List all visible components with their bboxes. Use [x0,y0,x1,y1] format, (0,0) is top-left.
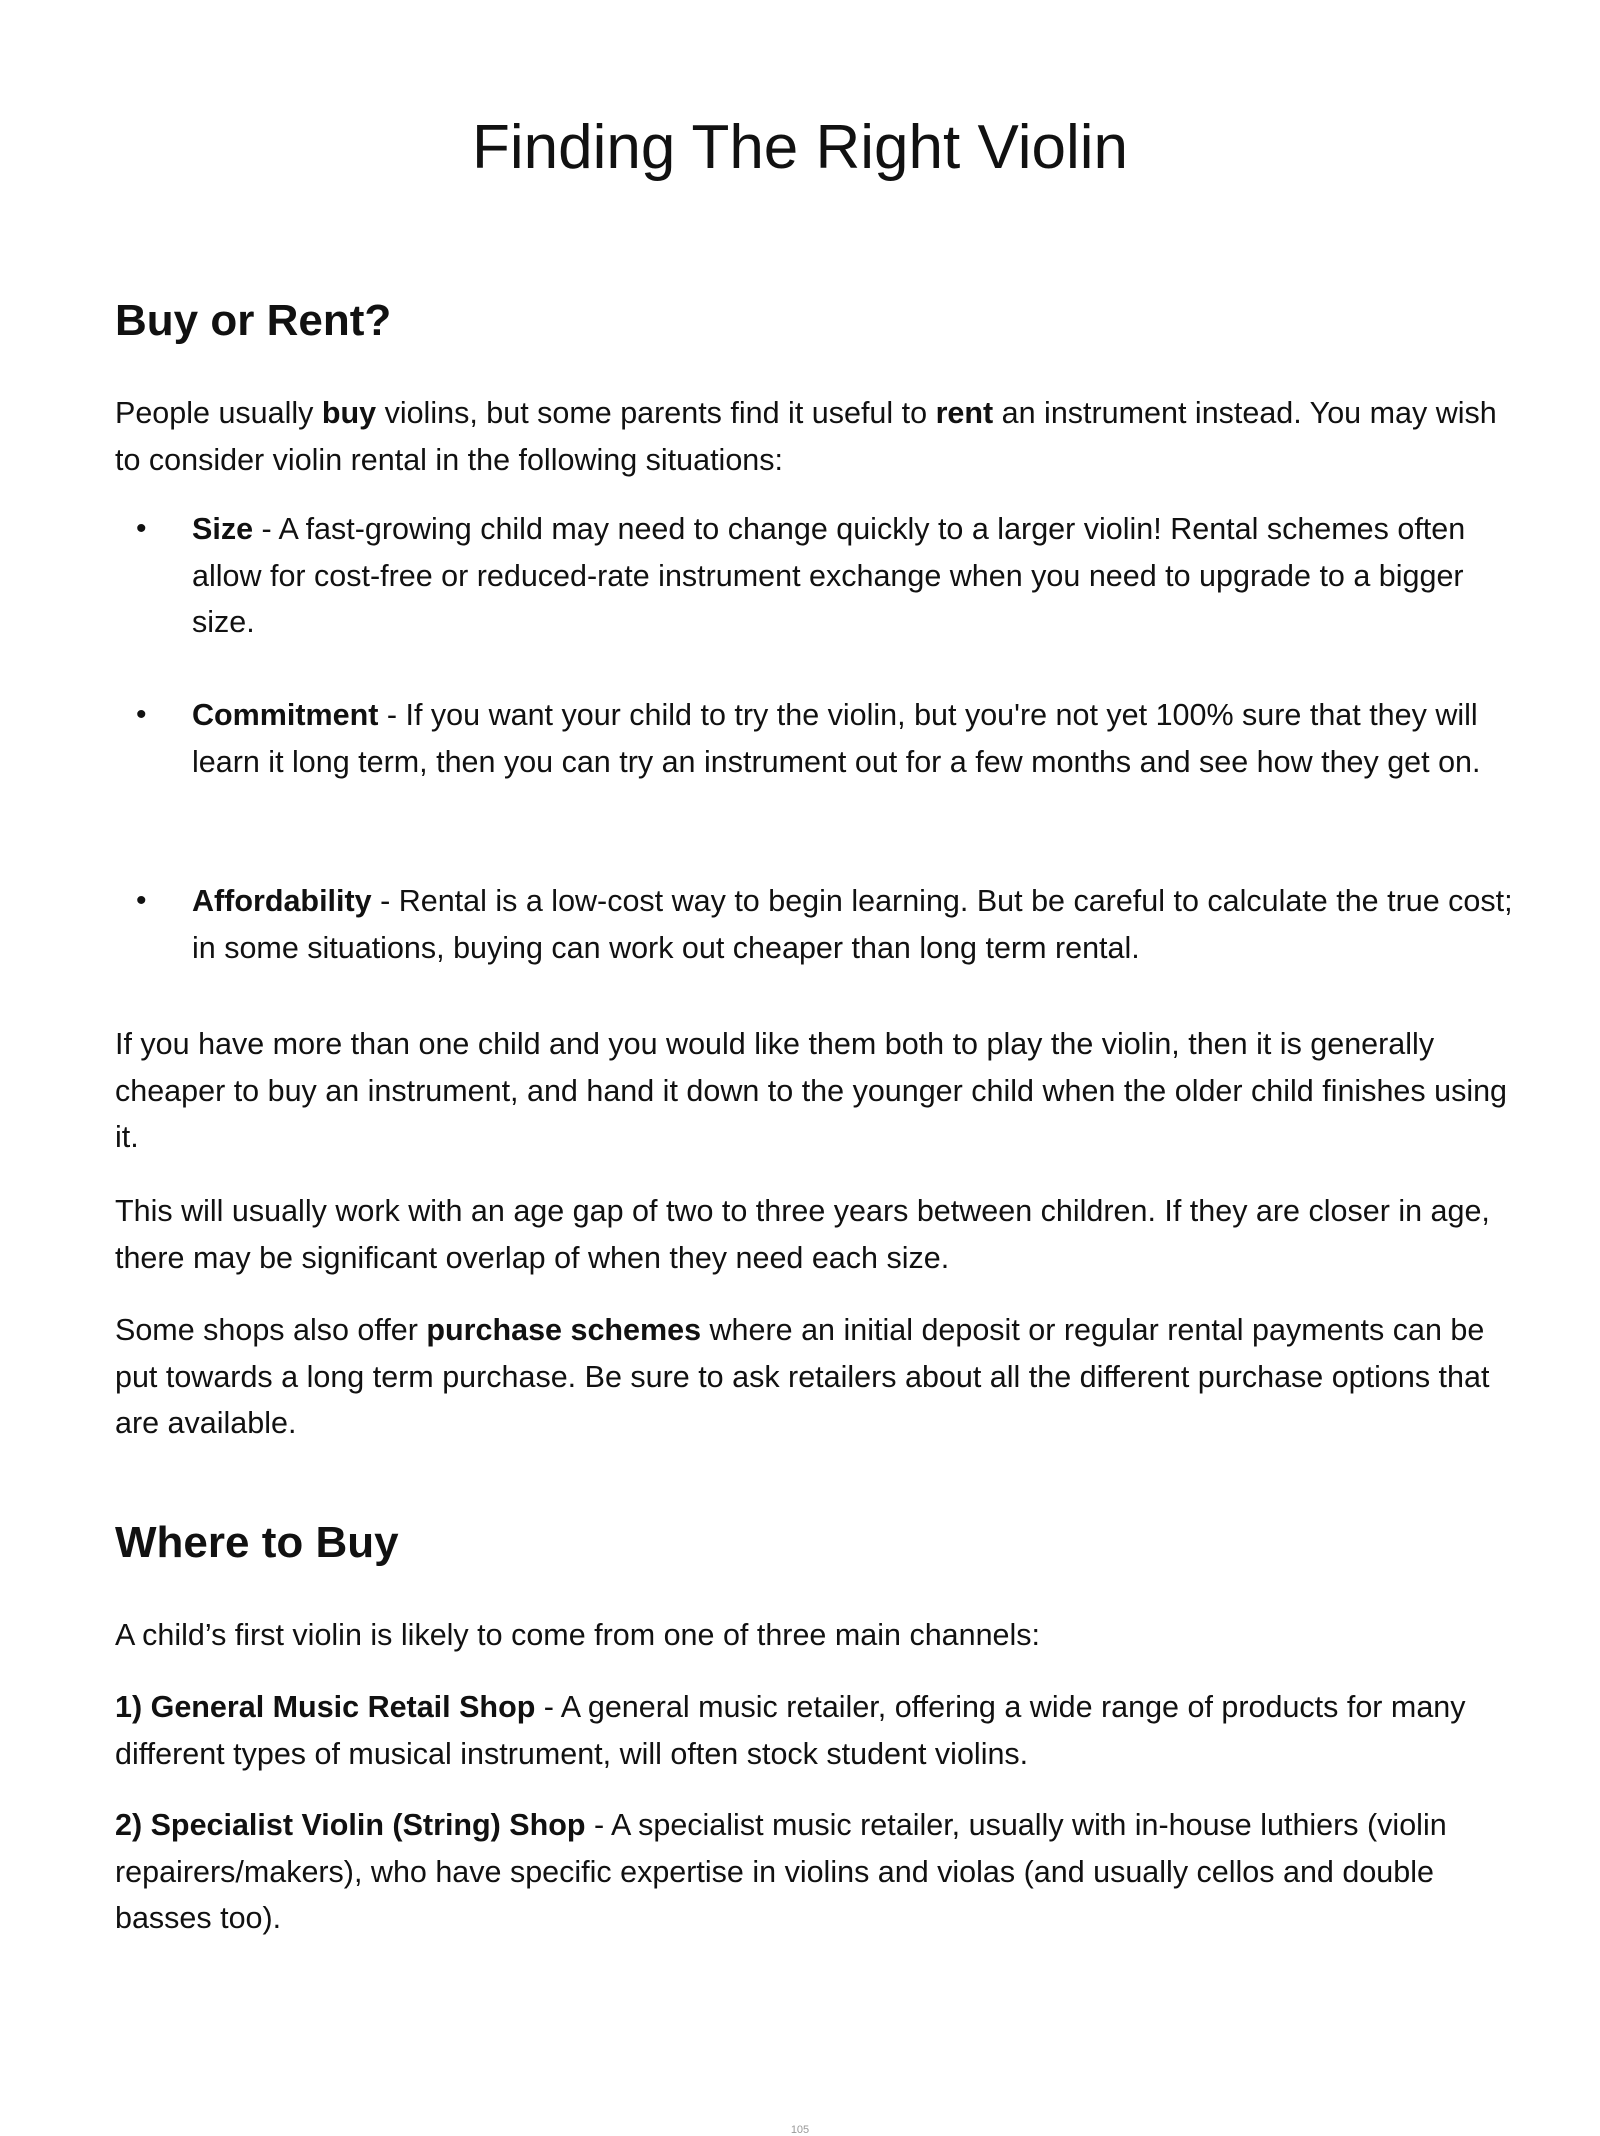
channel-general-retail: 1) General Music Retail Shop - A general music retailer, offering a wide range of products for many different types of musical instrument, will often stock student violins. [115,1690,1466,1771]
section-heading-buy-or-rent: Buy or Rent? [115,296,392,345]
bullet-text: - Rental is a low-cost way to begin learning. But be careful to calculate the true cost; in some situations, buying can work out cheaper than long term rental. [192,884,1513,965]
channel-specialist-shop: 2) Specialist Violin (String) Shop - A specialist music retailer, usually with in-house luthiers (violin repairers/makers), who have specific expertise in violins and violas (and usually cellos and double basses too). [115,1808,1447,1935]
bullet-icon: • [136,698,147,731]
bullet-icon: • [136,512,147,545]
bullet-term: Commitment [192,698,379,732]
bullet-icon: • [136,884,147,917]
bullet-text: - If you want your child to try the violin, but you're not yet 100% sure that they will learn it long term, then you can try an instrument out for a few months and see how they get on. [192,698,1481,779]
bullet-term: Size [192,512,254,546]
purchase-schemes-paragraph: Some shops also offer purchase schemes where an initial deposit or regular rental payments can be put towards a long term purchase. Be sure to ask retailers about all the different purchase options that are available. [115,1313,1490,1440]
intro-paragraph: People usually buy violins, but some parents find it useful to rent an instrument instead. You may wish to consider violin rental in the following situations: [115,396,1497,477]
page-number: 105 [790,2124,810,2136]
age-gap-paragraph: This will usually work with an age gap of two to three years between children. If they are closer in age, there may be significant overlap of when they need each size. [115,1194,1490,1275]
channels-intro: A child’s first violin is likely to come from one of three main channels: [115,1618,1041,1652]
bullet-text: - A fast-growing child may need to change quickly to a larger violin! Rental schemes often allow for cost-free or reduced-rate instrument exchange when you need to upgrade to a bigger size. [192,512,1466,639]
siblings-paragraph: If you have more than one child and you would like them both to play the violin, then it is generally cheaper to buy an instrument, and hand it down to the younger child when the older child finishes using it. [115,1027,1508,1154]
bullet-term: Affordability [192,884,372,918]
page-title: Finding The Right Violin [472,113,1128,182]
section-heading-where-to-buy: Where to Buy [115,1518,399,1567]
